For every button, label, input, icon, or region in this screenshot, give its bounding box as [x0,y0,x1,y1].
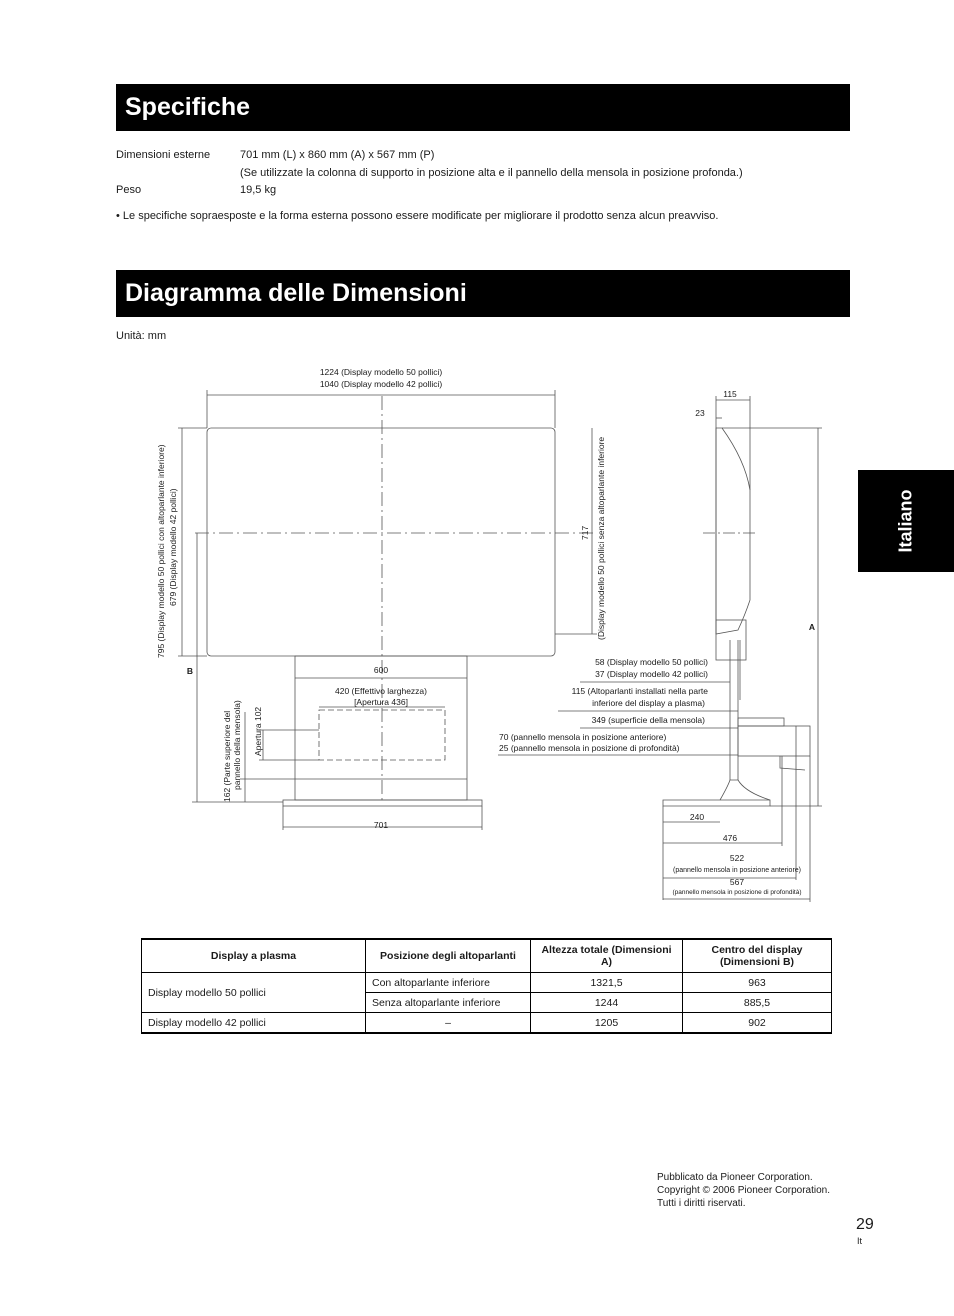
footer-line: Copyright © 2006 Pioneer Corporation. [657,1185,831,1196]
publisher-footer [657,1171,830,1210]
table-cell-speaker: – [366,1013,531,1034]
label-w701: 701 [373,820,389,830]
label-h717-note: (Display modello 50 pollici senza altoparlante inferiore [596,436,606,640]
label-apertura436: [Apertura 436] [354,697,408,707]
label-d567-note: (pannello mensola in posizione di profondità) [672,889,802,896]
table-row [142,1013,832,1034]
table-header: Posizione degli altoparlanti [366,939,531,973]
table-cell-model: Display modello 42 pollici [142,1013,366,1034]
diagram-heading: Diagramma delle Dimensioni [116,270,850,317]
label-A: A [808,622,816,632]
label-w1224: 1224 (Display modello 50 pollici) [319,367,443,377]
label-s37: 37 (Display modello 42 pollici) [595,669,708,679]
label-s115b: inferiore del display a plasma) [592,698,705,708]
display-front [207,428,555,656]
label-w1040: 1040 (Display modello 42 pollici) [319,379,443,389]
spec-label-dimensions: Dimensioni esterne [116,149,211,161]
label-d522: 522 [729,853,745,863]
language-tab-label: Italiano [895,489,916,553]
unit-label: Unità: mm [116,330,167,342]
table-cell-speaker: Con altoparlante inferiore [366,973,531,993]
label-s25: 25 (pannello mensola in posizione di profondità) [499,743,680,753]
spec-value-dimensions: 701 mm (L) x 860 mm (A) x 567 mm (P) [240,149,435,161]
spec-note-dimensions: (Se utilizzate la colonna di supporto in posizione alta e il pannello della mensola in posizione profonda.) [240,167,743,179]
label-d115: 115 [723,389,737,399]
table-row [142,973,832,993]
label-s115a: 115 (Altoparlanti installati nella parte [571,686,708,696]
table-cell-speaker: Senza altoparlante inferiore [366,993,531,1013]
spec-label-weight: Peso [116,184,142,196]
page-language-code: It [857,1236,863,1246]
label-d23: 23 [695,408,705,418]
table-cell-model: Display modello 50 pollici [142,973,366,1013]
table-cell-center: 963 [683,973,832,993]
label-v162b: pannello della mensola) [232,700,242,790]
table-header-row [142,939,832,973]
table-header: Centro del display (Dimensioni B) [683,939,832,973]
label-apertura102: Apertura 102 [253,706,263,756]
label-s349: 349 (superficie della mensola) [591,715,705,725]
footer-line: Pubblicato da Pioneer Corporation. [657,1172,813,1183]
spec-value-weight: 19,5 kg [240,184,277,196]
label-h717: 717 [580,525,590,540]
footer-line: Tutti i diritti riservati. [657,1198,746,1209]
label-s58: 58 (Display modello 50 pollici) [595,657,708,667]
table-cell-center: 885,5 [683,993,832,1013]
table-header: Altezza totale (Dimensioni A) [531,939,683,973]
table-cell-center: 902 [683,1013,832,1034]
spec-disclaimer: • Le specifiche sopraesposte e la forma esterna possono essere modificate per migliorare il prodotto senza alcun preavviso. [116,210,719,222]
table-header: Display a plasma [142,939,366,973]
label-B: B [186,666,194,676]
label-d240: 240 [689,812,705,822]
dimensions-table [141,938,832,1034]
label-d567: 567 [729,877,745,887]
label-h795: 795 (Display modello 50 pollici con altoparlante inferiore) [156,444,166,658]
label-w420: 420 (Effettivo larghezza) [335,686,427,696]
specs-heading: Specifiche [116,84,850,131]
display-side [716,428,750,634]
label-d522-note: (pannello mensola in posizione anteriore) [672,867,802,874]
table-cell-height: 1321,5 [531,973,683,993]
table-cell-height: 1205 [531,1013,683,1034]
stand-base-side [663,800,770,806]
shelf-side [738,718,784,726]
label-s70: 70 (pannello mensola in posizione anteriore) [499,732,667,742]
table-cell-height: 1244 [531,993,683,1013]
page-number: 29 [856,1216,874,1233]
label-w600: 600 [373,665,389,675]
label-v162a: 162 (Parte superiore del [222,710,232,802]
label-d476: 476 [722,833,738,843]
label-h679: 679 (Display modello 42 pollici) [168,488,178,606]
stand-base [283,800,482,806]
